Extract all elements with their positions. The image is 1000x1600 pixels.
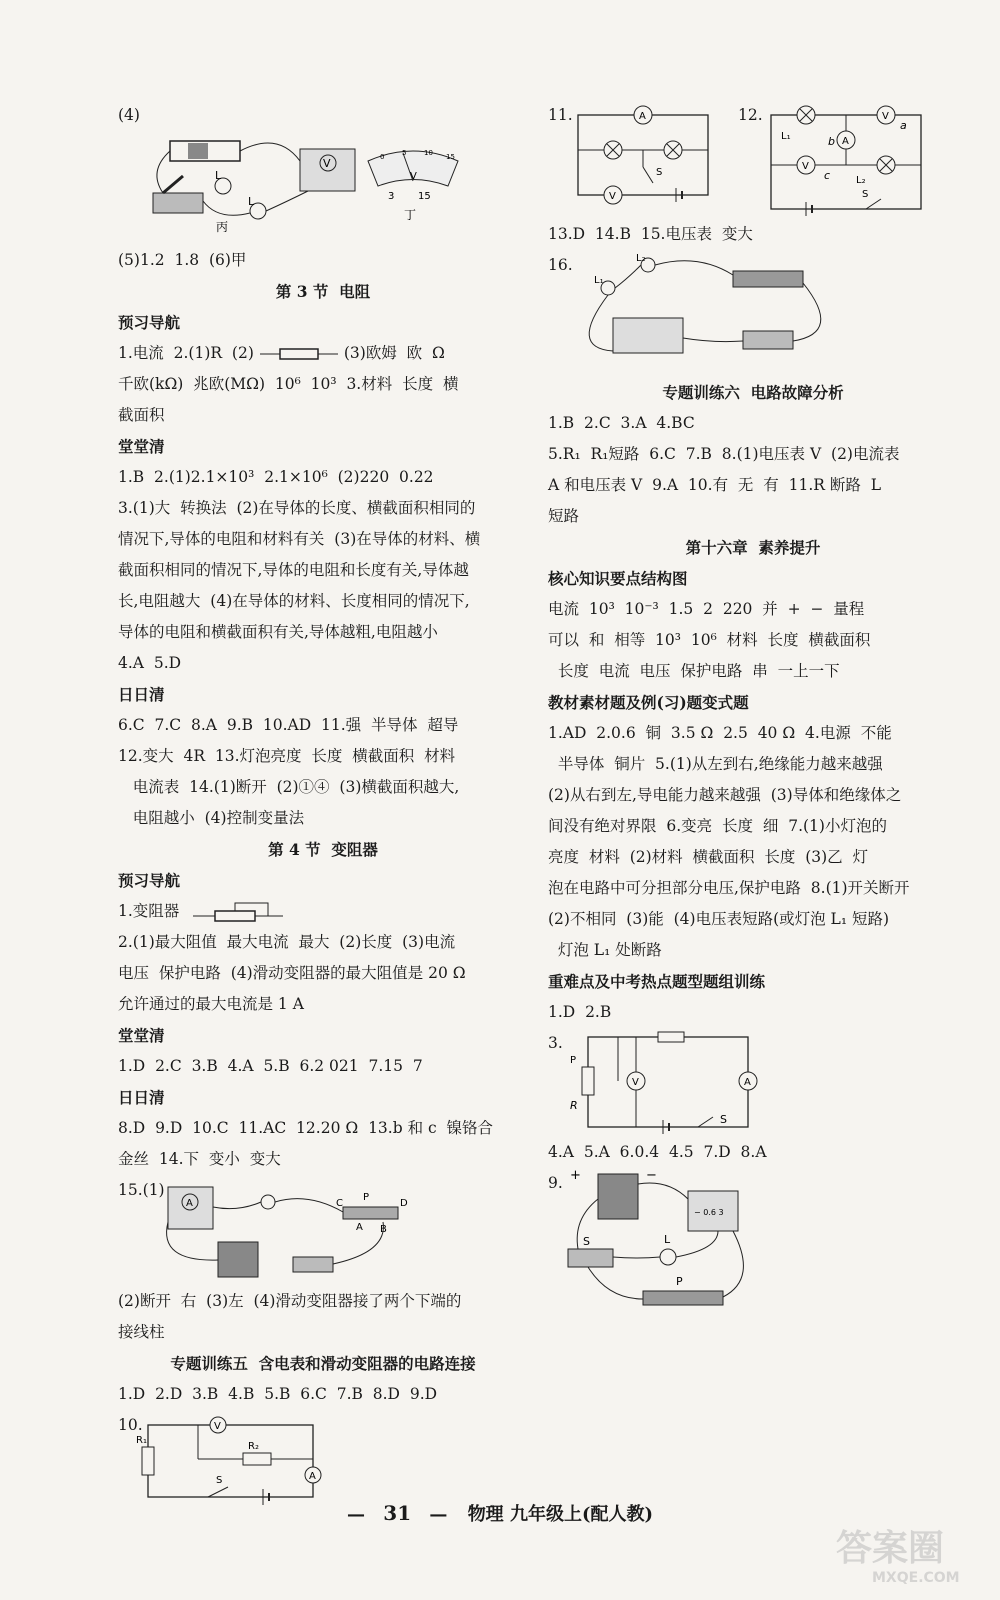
label-L2: L₂ bbox=[636, 253, 646, 264]
circuit-figure-11 bbox=[568, 105, 728, 201]
resistor-symbol bbox=[260, 347, 338, 361]
answer-line bbox=[118, 338, 528, 369]
label-P: P bbox=[676, 1275, 683, 1288]
right-column bbox=[548, 100, 958, 1323]
answer-line: 13.D 14.B 15.电压表 变大 bbox=[548, 225, 753, 243]
left-column bbox=[118, 100, 528, 1511]
label-a: a bbox=[900, 119, 907, 132]
meter-V: V bbox=[609, 191, 616, 202]
label-V: V bbox=[214, 1421, 221, 1432]
subsection-heading: 预习导航 bbox=[118, 313, 181, 332]
subsection-heading: 日日清 bbox=[118, 685, 165, 704]
label-R1: R₁ bbox=[136, 1435, 147, 1446]
answer-line: 1.D 2.D 3.B 4.B 5.B 6.C 7.B 8.D 9.D bbox=[118, 1385, 438, 1403]
circuit-figure-3 bbox=[568, 1029, 768, 1133]
section-title: 专题训练五 含电表和滑动变阻器的电路连接 bbox=[170, 1354, 476, 1373]
subsection-heading: 日日清 bbox=[118, 1088, 165, 1107]
meter-A: A bbox=[744, 1077, 751, 1088]
label-ding: 丁 bbox=[404, 208, 417, 222]
subsection-heading: 核心知识要点结构图 bbox=[548, 569, 688, 588]
answer-line: 接线柱 bbox=[118, 1323, 165, 1341]
meter-A: A bbox=[186, 1198, 193, 1209]
terminal-15: 15 bbox=[418, 191, 431, 202]
circuit-figure-16 bbox=[568, 253, 868, 373]
subsection-heading: 重难点及中考热点题型题组训练 bbox=[548, 972, 766, 991]
circuit-figure-10 bbox=[138, 1415, 338, 1507]
answer-text: 1.变阻器 bbox=[118, 902, 180, 920]
label-L: L bbox=[664, 1233, 671, 1246]
answer-line: 10. bbox=[118, 1416, 143, 1434]
figure-row-11-12 bbox=[548, 100, 958, 219]
answer-line: 电流表 14.(1)断开 (2)①④ (3)横截面积越大, bbox=[118, 778, 460, 796]
label-P: P bbox=[570, 1055, 577, 1066]
label-L1: L bbox=[215, 169, 222, 182]
label-plus: + bbox=[570, 1168, 581, 1183]
answer-line: 16. bbox=[548, 256, 573, 274]
meter-A: A bbox=[842, 136, 849, 147]
label-L1: L₁ bbox=[594, 275, 604, 286]
label-S: S bbox=[583, 1235, 590, 1248]
meter-tick-label: 5 bbox=[402, 149, 407, 157]
answer-line: 长,电阻越大 (4)在导体的材料、长度相同的情况下, bbox=[118, 592, 470, 610]
label-S: S bbox=[656, 167, 663, 178]
label-R2: R₂ bbox=[248, 1441, 259, 1452]
answer-line: A 和电压表 V 9.A 10.有 无 有 11.R 断路 L bbox=[548, 476, 882, 494]
meter-tick-label: 0 bbox=[380, 153, 385, 161]
answer-line: 4.A 5.A 6.0.4 4.5 7.D 8.A bbox=[548, 1143, 767, 1161]
circuit-figure-9 bbox=[568, 1169, 848, 1319]
answer-line: (2)从右到左,导电能力越来越强 (3)导体和绝缘体之 bbox=[548, 786, 902, 804]
subsection-heading: 堂堂清 bbox=[118, 437, 165, 456]
answer-line: 12.变大 4R 13.灯泡亮度 长度 横截面积 材料 bbox=[118, 747, 456, 765]
label-L1: L₁ bbox=[781, 131, 791, 142]
answer-line: 可以 和 相等 10³ 10⁶ 材料 长度 横截面积 bbox=[548, 631, 871, 649]
footer-subject: 物理 九年级上(配人教) bbox=[467, 1504, 653, 1525]
answer-line: 金丝 14.下 变小 变大 bbox=[118, 1150, 281, 1168]
q11-block bbox=[548, 100, 728, 219]
answer-line: 允许通过的最大电流是 1 A bbox=[118, 995, 304, 1013]
label-b: b bbox=[828, 135, 835, 148]
watermark-big: 答案圈 bbox=[836, 1528, 945, 1569]
meter-terminals: − 0.6 3 bbox=[694, 1208, 724, 1217]
subsection-heading: 预习导航 bbox=[118, 871, 181, 890]
answer-line: 千欧(kΩ) 兆欧(MΩ) 10⁶ 10³ 3.材料 长度 横 bbox=[118, 375, 459, 393]
footer-dash: — bbox=[347, 1504, 365, 1525]
answer-line: 3. bbox=[548, 1034, 563, 1052]
answer-line: 15.(1) bbox=[118, 1181, 165, 1199]
label-minus: − bbox=[646, 1168, 657, 1183]
label-D: D bbox=[400, 1198, 408, 1209]
answer-line bbox=[118, 896, 528, 927]
answer-line: 6.C 7.C 8.A 9.B 10.AD 11.强 半导体 超导 bbox=[118, 716, 459, 734]
answer-line: 亮度 材料 (2)材料 横截面积 长度 (3)乙 灯 bbox=[548, 848, 869, 866]
label-bing: 丙 bbox=[216, 220, 229, 234]
section-title: 第 4 节 变阻器 bbox=[268, 840, 378, 859]
answer-line: 11. bbox=[548, 106, 573, 124]
answer-line: 长度 电流 电压 保护电路 串 一上一下 bbox=[548, 662, 840, 680]
answer-line: 电流 10³ 10⁻³ 1.5 2 220 并 + − 量程 bbox=[548, 600, 865, 618]
label-R: R bbox=[570, 1099, 578, 1112]
meter-A: A bbox=[639, 111, 646, 122]
answer-line: 灯泡 L₁ 处断路 bbox=[548, 941, 662, 959]
label-A: A bbox=[356, 1222, 363, 1233]
answer-line: 2.(1)最大阻值 最大电流 最大 (2)长度 (3)电流 bbox=[118, 933, 456, 951]
answer-line: 4.A 5.D bbox=[118, 654, 182, 672]
answer-text: 1.电流 2.(1)R (2) bbox=[118, 344, 254, 362]
answer-line: 情况下,导体的电阻和材料有关 (3)在导体的材料、横 bbox=[118, 530, 481, 548]
label-L2: L₂ bbox=[856, 175, 866, 186]
label-L2: L bbox=[248, 195, 255, 208]
label-A: A bbox=[309, 1471, 316, 1482]
answer-line: 电压 保护电路 (4)滑动变阻器的最大阻值是 20 Ω bbox=[118, 964, 466, 982]
watermark-small: MXQE.COM bbox=[872, 1570, 960, 1586]
terminal-3: 3 bbox=[388, 191, 395, 202]
subsection-heading: 堂堂清 bbox=[118, 1026, 165, 1045]
answer-line: 间没有绝对界限 6.变亮 长度 细 7.(1)小灯泡的 bbox=[548, 817, 887, 835]
section-title: 第十六章 素养提升 bbox=[685, 538, 821, 557]
watermark-logo bbox=[832, 1516, 982, 1588]
label-B: B bbox=[380, 1224, 387, 1235]
label-C: C bbox=[336, 1198, 343, 1209]
answer-line: 1.D 2.C 3.B 4.A 5.B 6.2 021 7.15 7 bbox=[118, 1057, 423, 1075]
label-S: S bbox=[216, 1475, 223, 1486]
footer-dash: — bbox=[429, 1504, 448, 1525]
section-title: 第 3 节 电阻 bbox=[275, 282, 371, 301]
subsection-heading: 教材素材题及例(习)题变式题 bbox=[548, 693, 749, 712]
circuit-figure-12 bbox=[756, 105, 926, 215]
answer-line: 1.D 2.B bbox=[548, 1003, 612, 1021]
page-number: 31 bbox=[383, 1501, 412, 1525]
answer-line: 电阻越小 (4)控制变量法 bbox=[118, 809, 305, 827]
answer-line: 截面积相同的情况下,导体的电阻和长度有关,导体越 bbox=[118, 561, 469, 579]
section-title: 专题训练六 电路故障分析 bbox=[662, 383, 844, 402]
answer-line: 1.B 2.C 3.A 4.BC bbox=[548, 414, 695, 432]
answer-line: (2)不相同 (3)能 (4)电压表短路(或灯泡 L₁ 短路) bbox=[548, 910, 890, 928]
answer-line: 9. bbox=[548, 1174, 563, 1192]
answer-line: 3.(1)大 转换法 (2)在导体的长度、横截面积相同的 bbox=[118, 499, 476, 517]
answer-line: 短路 bbox=[548, 507, 580, 525]
label-V: V bbox=[323, 157, 331, 170]
answer-line: 8.D 9.D 10.C 11.AC 12.20 Ω 13.b 和 c 镍铬合 bbox=[118, 1119, 494, 1137]
answer-line: 半导体 铜片 5.(1)从左到右,绝缘能力越来越强 bbox=[548, 755, 883, 773]
meter-V: V bbox=[882, 111, 889, 122]
answer-line: 导体的电阻和横截面积有关,导体越粗,电阻越小 bbox=[118, 623, 438, 641]
answer-line: 12. bbox=[738, 106, 763, 124]
label-S: S bbox=[720, 1113, 727, 1126]
label-S: S bbox=[862, 189, 869, 200]
answer-line: (4) bbox=[118, 106, 140, 124]
circuit-figure-15 bbox=[158, 1182, 458, 1282]
answer-line: (5)1.2 1.8 (6)甲 bbox=[118, 251, 247, 269]
label-c: c bbox=[824, 169, 831, 182]
answer-text: (3)欧姆 欧 Ω bbox=[343, 344, 445, 362]
answer-line: 1.B 2.(1)2.1×10³ 2.1×10⁶ (2)220 0.22 bbox=[118, 468, 434, 486]
answer-line: 截面积 bbox=[118, 406, 165, 424]
meter-V2: V bbox=[802, 161, 809, 172]
meter-tick-label: 15 bbox=[446, 153, 455, 161]
label-P: P bbox=[363, 1192, 370, 1203]
q12-block bbox=[738, 100, 926, 219]
meter-tick-label: 10 bbox=[424, 149, 433, 157]
answer-line: 5.R₁ R₁短路 6.C 7.B 8.(1)电压表 V (2)电流表 bbox=[548, 445, 900, 463]
answer-line: 泡在电路中可分担部分电压,保护电路 8.(1)开关断开 bbox=[548, 879, 910, 897]
answer-line: 1.AD 2.0.6 铜 3.5 Ω 2.5 40 Ω 4.电源 不能 bbox=[548, 724, 892, 742]
answer-line: (2)断开 右 (3)左 (4)滑动变阻器接了两个下端的 bbox=[118, 1292, 462, 1310]
circuit-figure-4 bbox=[148, 131, 488, 241]
rheostat-symbol bbox=[193, 900, 283, 924]
meter-label-V: V bbox=[410, 171, 417, 182]
meter-V: V bbox=[632, 1077, 639, 1088]
